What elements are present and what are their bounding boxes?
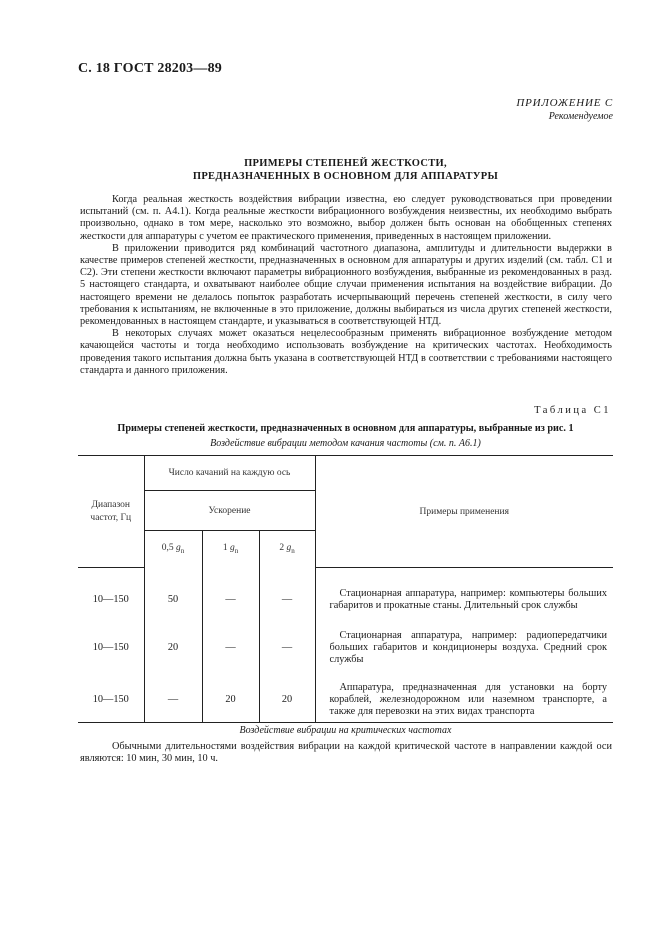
cell-g-05: — [144,666,202,722]
cell-g-05: 20 [144,616,202,667]
intro-text [80,194,612,377]
table-subcaption: Воздействие вибрации методом качания частоты (см. п. А6.1) [210,438,481,449]
cell-g-1: 20 [202,666,259,722]
critical-text [80,741,612,765]
cell-range: 10—150 [78,616,144,667]
header-g-05: 0,5 $g_n$ [144,531,202,568]
cell-example: Аппаратура, предназначенная для установки на борту кораблей, железнодорожном или наземном транспорте, а также для перевозки на этих видах транспорта [315,666,613,722]
cell-g-2: — [259,616,315,667]
cell-g-1: — [202,568,259,616]
critical-paragraph: Обычными длительностями воздействия вибрации на каждой критической частоте в направлении каждой оси являются: 10 мин, 30 мин, 10 ч. [80,741,612,765]
heading-line-1: ПРИМЕРЫ СТЕПЕНЕЙ ЖЕСТКОСТИ, [244,158,447,169]
appendix-subtitle: Рекомендуемое [548,111,613,122]
table-row [78,616,613,667]
header-g-2: 2 $g_n$ [259,531,315,568]
header-g-1: 1 $g_n$ [202,531,259,568]
section-heading [78,157,613,183]
page-header: С. 18 ГОСТ 28203—89 [78,61,222,76]
header-sweeps: Число качаний на каждую ось [144,456,315,491]
table-row [78,666,613,722]
paragraph-3: В некоторых случаях может оказаться нецелесообразным применять вибрационное возбуждение методом качающейся частоты и тогда необходимо использовать возбуждение на критических частотах. Необходимость проведения такого испытания должна быть указана в соответствующей НТД в соответствии с требованиями настоящего стандарта и данного приложения. [80,328,612,376]
cell-g-2: 20 [259,666,315,722]
critical-heading: Воздействие вибрации на критических частотах [239,725,452,736]
appendix-title: ПРИЛОЖЕНИЕ С [516,97,613,109]
cell-example: Стационарная аппаратура, например: компьютеры больших габаритов и прокатные станы. Длительный срок службы [329,587,607,611]
header-acceleration: Ускорение [144,491,315,531]
cell-range: 10—150 [78,568,144,616]
appendix-label [516,97,613,123]
cell-range: 10—150 [78,666,144,722]
cell-g-1: — [202,616,259,667]
cell-example: Стационарная аппаратура, например: радиопередатчики больших габаритов и кондиционеры воздуха. Средний срок службы [329,629,607,665]
cell-g-05: 50 [144,568,202,616]
paragraph-2: В приложении приводится ряд комбинаций частотного диапазона, амплитуды и длительности выдержки в качестве примеров степеней жесткости, предназначенных в основном для аппаратуры и других изделий (см. табл. С1 и С2). Эти степени жесткости включают параметры вибрационного возбуждения, выбранные из рекомендованных в разд. 5 настоящего стандарта, и охватывают наиболее общие случаи применения испытания на воздействие вибрации. До настоящего времени не делалось попыток разработать исчерпывающий перечень степеней жесткости, в силу чего требования к испытаниям, не включенные в это приложение, должны выбираться из числа других степеней жесткости, рекомендованных в настоящем стандарте, и указываться в соответствующей НТД. [80,242,612,328]
header-examples: Примеры применения [315,456,613,568]
heading-line-2: ПРЕДНАЗНАЧЕННЫХ В ОСНОВНОМ ДЛЯ АППАРАТУРЫ [192,171,499,182]
cell-g-2: — [259,568,315,616]
severity-table [78,455,613,723]
paragraph-1: Когда реальная жесткость воздействия вибрации известна, ею следует руководствоваться при проведении испытаний (см. п. А4.1). Когда реальные жесткости вибрационного возбуждения неизвестны, их необходимо выбрать произвольно, однако в том мере, насколько это возможно, выбор должен быть основан на обобщенных степенях жесткости для аппаратуры с учетом ее практического применения, приведенных в настоящем приложении. [80,194,612,242]
table-label: Таблица С1 [534,405,611,416]
table-row [78,568,613,616]
table-caption: Примеры степеней жесткости, предназначенных в основном для аппаратуры, выбранные из рис. 1 [117,423,574,434]
header-range: Диапазон частот, Гц [78,456,144,568]
